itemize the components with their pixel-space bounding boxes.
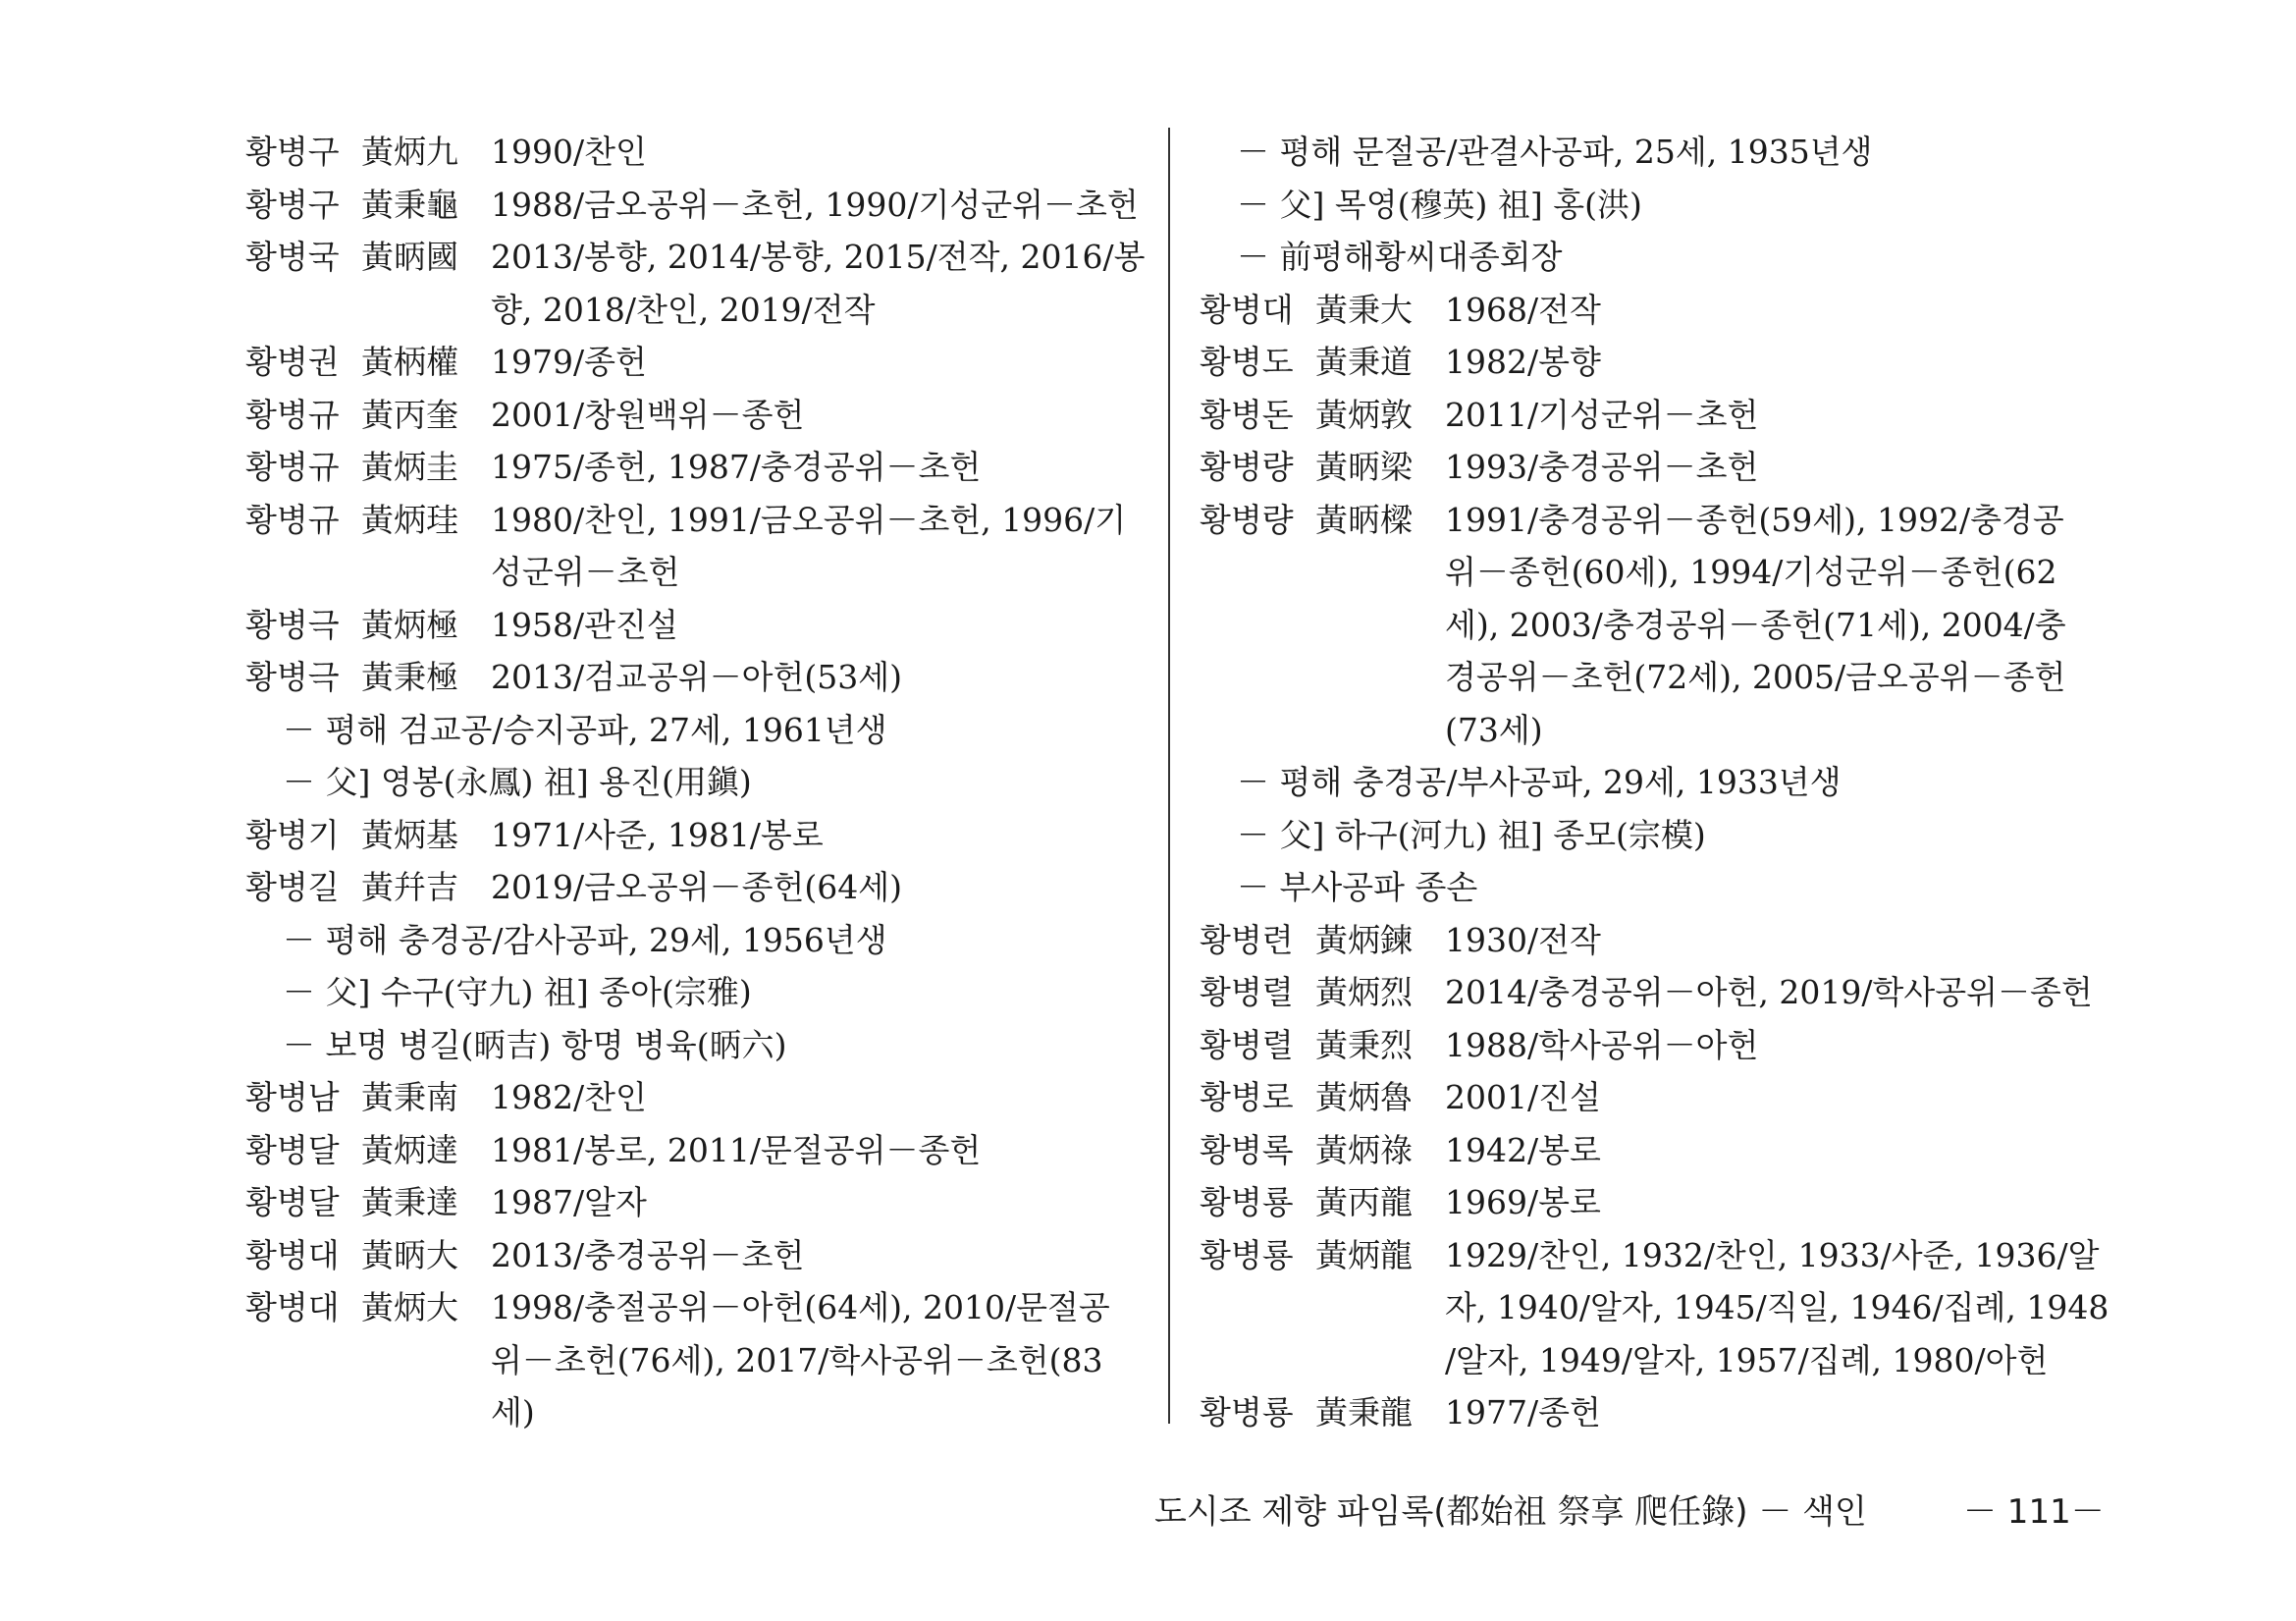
entry-hanja: 黃秉極 xyxy=(361,658,458,696)
entry-continuation xyxy=(1200,1281,2109,1334)
entry-hanja: 黃昞大 xyxy=(361,1235,458,1274)
entry-hanja: 黃秉烈 xyxy=(1315,1025,1413,1064)
entry-hanja: 黃炳鍊 xyxy=(1315,920,1413,959)
index-entry xyxy=(245,1281,1148,1334)
entry-records: 1990/찬인 xyxy=(491,133,647,171)
entry-hanja: 黃秉道 xyxy=(1315,343,1413,381)
entry-hanja: 黃昞梁 xyxy=(1315,448,1413,486)
entry-name: 황병돈 xyxy=(1200,395,1294,434)
continuation-text: 경공위－초헌(72세), 2005/금오공위－종헌 xyxy=(1445,658,2066,696)
entry-hanja: 黃炳達 xyxy=(361,1130,458,1169)
note-text: － 평해 충경공/부사공파, 29세, 1933년생 xyxy=(1237,763,1842,801)
entry-name: 황병량 xyxy=(1200,500,1294,539)
entry-hanja: 黃炳基 xyxy=(361,815,458,854)
entry-records: 1977/종헌 xyxy=(1445,1393,1601,1432)
index-entry xyxy=(245,809,1148,862)
entry-records: 1993/충경공위－초헌 xyxy=(1445,448,1759,486)
entry-note xyxy=(245,1019,1148,1072)
entry-note xyxy=(245,914,1148,967)
entry-continuation xyxy=(1200,599,2103,652)
continuation-text: (73세) xyxy=(1445,710,1543,749)
entry-records: 1969/봉로 xyxy=(1445,1183,1601,1221)
entry-records: 1971/사준, 1981/봉로 xyxy=(491,815,824,854)
entry-note xyxy=(1200,809,2103,862)
entry-name: 황병규 xyxy=(245,500,340,539)
entry-name: 황병달 xyxy=(245,1183,340,1221)
entry-records: 1991/충경공위－종헌(59세), 1992/충경공 xyxy=(1445,500,2064,539)
entry-records: 1981/봉로, 2011/문절공위－종헌 xyxy=(491,1130,982,1169)
index-entry xyxy=(1200,1071,2103,1124)
entry-name: 황병남 xyxy=(245,1078,340,1116)
entry-continuation xyxy=(245,284,1148,337)
continuation-text: 위－종헌(60세), 1994/기성군위－종헌(62 xyxy=(1445,553,2057,591)
entry-note xyxy=(1200,756,2103,809)
entry-records: 1942/봉로 xyxy=(1445,1130,1601,1169)
note-text: － 평해 충경공/감사공파, 29세, 1956년생 xyxy=(283,920,887,959)
index-entry xyxy=(1200,336,2103,389)
entry-name: 황병구 xyxy=(245,185,340,224)
note-text: － 父] 하구(河九) 祖] 종모(宗模) xyxy=(1237,815,1706,854)
entry-name: 황병달 xyxy=(245,1130,340,1169)
index-entry xyxy=(1200,1124,2103,1177)
index-entry xyxy=(245,1176,1148,1229)
entry-name: 황병대 xyxy=(245,1288,340,1326)
entry-hanja: 黃炳龍 xyxy=(1315,1235,1413,1274)
entry-hanja: 黃炳祿 xyxy=(1315,1130,1413,1169)
index-entry xyxy=(245,861,1148,914)
entry-note xyxy=(1200,126,2103,179)
entry-note xyxy=(1200,179,2103,232)
entry-continuation xyxy=(1200,1334,2103,1387)
index-entry xyxy=(1200,1386,2103,1439)
entry-records: 2013/충경공위－초헌 xyxy=(491,1235,805,1274)
entry-continuation xyxy=(1200,546,2103,599)
entry-name: 황병로 xyxy=(1200,1078,1294,1116)
note-text: － 父] 영봉(永鳳) 祖] 용진(用鎭) xyxy=(283,763,752,801)
entry-continuation xyxy=(245,546,1148,599)
entry-name: 황병국 xyxy=(245,238,340,276)
entry-name: 황병규 xyxy=(245,448,340,486)
entry-records: 1929/찬인, 1932/찬인, 1933/사준, 1936/알 xyxy=(1445,1235,2100,1274)
continuation-text: 향, 2018/찬인, 2019/전작 xyxy=(491,290,876,329)
entry-hanja: 黃秉龜 xyxy=(361,185,458,224)
entry-note xyxy=(245,704,1148,757)
left-column xyxy=(245,126,1148,1439)
entry-records: 1982/찬인 xyxy=(491,1078,647,1116)
index-entry xyxy=(1200,914,2103,967)
index-entry xyxy=(1200,1019,2103,1072)
entry-records: 2019/금오공위－종헌(64세) xyxy=(491,868,902,906)
entry-records: 1968/전작 xyxy=(1445,290,1601,329)
entry-name: 황병대 xyxy=(1200,290,1294,329)
entry-hanja: 黃炳魯 xyxy=(1315,1078,1413,1116)
entry-note xyxy=(245,966,1148,1019)
entry-records: 1980/찬인, 1991/금오공위－초헌, 1996/기 xyxy=(491,500,1127,539)
entry-note xyxy=(1200,861,2103,914)
entry-hanja: 黃炳極 xyxy=(361,605,458,644)
note-text: － 부사공파 종손 xyxy=(1237,868,1478,906)
continuation-text: 세), 2003/충경공위－종헌(71세), 2004/충 xyxy=(1445,605,2066,644)
entry-hanja: 黃炳大 xyxy=(361,1288,458,1326)
index-entry xyxy=(1200,966,2103,1019)
entry-records: 1987/알자 xyxy=(491,1183,647,1221)
entry-records: 2013/검교공위－아헌(53세) xyxy=(491,658,902,696)
entry-records: 1982/봉향 xyxy=(1445,343,1601,381)
entry-records: 1979/종헌 xyxy=(491,343,647,381)
page-number: － 111－ xyxy=(1963,1492,2105,1532)
entry-hanja: 黃炳烈 xyxy=(1315,973,1413,1011)
entry-name: 황병구 xyxy=(245,133,340,171)
continuation-text: /알자, 1949/알자, 1957/집례, 1980/아헌 xyxy=(1445,1340,2049,1379)
entry-records: 1998/충절공위－아헌(64세), 2010/문절공 xyxy=(491,1288,1110,1326)
entry-name: 황병도 xyxy=(1200,343,1294,381)
entry-hanja: 黃丙龍 xyxy=(1315,1183,1413,1221)
entry-name: 황병대 xyxy=(245,1235,340,1274)
entry-name: 황병룡 xyxy=(1200,1183,1294,1221)
note-text: － 평해 문절공/관결사공파, 25세, 1935년생 xyxy=(1237,133,1873,171)
footer-title: 도시조 제향 파임록(都始祖 祭享 爬任錄) － 색인 xyxy=(1154,1492,1867,1532)
entry-hanja: 黃柄權 xyxy=(361,343,458,381)
index-entry xyxy=(1200,441,2103,494)
entry-name: 황병렬 xyxy=(1200,973,1294,1011)
entry-continuation xyxy=(245,1334,1148,1387)
entry-hanja: 黃炳珪 xyxy=(361,500,458,539)
index-entry xyxy=(245,651,1148,704)
entry-note xyxy=(245,756,1148,809)
entry-name: 황병록 xyxy=(1200,1130,1294,1169)
entry-name: 황병룡 xyxy=(1200,1235,1294,1274)
index-entry xyxy=(245,494,1148,547)
index-entry xyxy=(245,1229,1148,1282)
continuation-text: 성군위－초헌 xyxy=(491,553,680,591)
entry-hanja: 黃昞樑 xyxy=(1315,500,1413,539)
entry-records: 2001/창원백위－종헌 xyxy=(491,395,805,434)
index-entry xyxy=(245,1071,1148,1124)
note-text: － 보명 병길(昞吉) 항명 병육(昞六) xyxy=(283,1025,787,1064)
entry-name: 황병규 xyxy=(245,395,340,434)
note-text: － 父] 목영(穆英) 祖] 홍(洪) xyxy=(1237,185,1642,224)
entry-note xyxy=(1200,231,2103,284)
column-divider xyxy=(1168,128,1170,1424)
index-entry xyxy=(245,179,1148,232)
entry-records: 1988/학사공위－아헌 xyxy=(1445,1025,1759,1064)
index-entry xyxy=(245,126,1148,179)
entry-records: 1988/금오공위－초헌, 1990/기성군위－초헌 xyxy=(491,185,1139,224)
entry-records: 1975/종헌, 1987/충경공위－초헌 xyxy=(491,448,982,486)
entry-hanja: 黃幷吉 xyxy=(361,868,458,906)
continuation-text: 위－초헌(76세), 2017/학사공위－초헌(83 xyxy=(491,1340,1103,1379)
entry-name: 황병극 xyxy=(245,658,340,696)
entry-continuation xyxy=(1200,704,2103,757)
index-entry xyxy=(245,441,1148,494)
index-entry xyxy=(1200,389,2103,442)
continuation-text: 자, 1940/알자, 1945/직일, 1946/집례, 1948 xyxy=(1445,1288,2109,1326)
entry-hanja: 黃秉達 xyxy=(361,1183,458,1221)
index-entry xyxy=(245,231,1148,284)
entry-records: 2001/진설 xyxy=(1445,1078,1601,1116)
entry-records: 1930/전작 xyxy=(1445,920,1601,959)
entry-name: 황병극 xyxy=(245,605,340,644)
entry-hanja: 黃秉南 xyxy=(361,1078,458,1116)
right-column xyxy=(1200,126,2109,1439)
index-entry xyxy=(245,1124,1148,1177)
entry-records: 2014/충경공위－아헌, 2019/학사공위－종헌 xyxy=(1445,973,2093,1011)
index-entry xyxy=(1200,1229,2103,1282)
entry-hanja: 黃炳圭 xyxy=(361,448,458,486)
entry-name: 황병기 xyxy=(245,815,340,854)
entry-hanja: 黃秉龍 xyxy=(1315,1393,1413,1432)
entry-continuation xyxy=(245,1386,1148,1439)
entry-name: 황병룡 xyxy=(1200,1393,1294,1432)
note-text: － 평해 검교공/승지공파, 27세, 1961년생 xyxy=(283,710,887,749)
entry-name: 황병길 xyxy=(245,868,340,906)
entry-hanja: 黃丙奎 xyxy=(361,395,458,434)
note-text: － 前평해황씨대종회장 xyxy=(1237,238,1563,276)
entry-records: 2013/봉향, 2014/봉향, 2015/전작, 2016/봉 xyxy=(491,238,1146,276)
index-entry xyxy=(1200,284,2103,337)
index-entry xyxy=(1200,1176,2103,1229)
entry-hanja: 黃秉大 xyxy=(1315,290,1413,329)
entry-records: 2011/기성군위－초헌 xyxy=(1445,395,1759,434)
entry-hanja: 黃炳敦 xyxy=(1315,395,1413,434)
entry-continuation xyxy=(1200,651,2103,704)
entry-name: 황병련 xyxy=(1200,920,1294,959)
entry-records: 1958/관진설 xyxy=(491,605,678,644)
index-entry xyxy=(245,389,1148,442)
note-text: － 父] 수구(守九) 祖] 종아(宗雅) xyxy=(283,973,752,1011)
entry-name: 황병권 xyxy=(245,343,340,381)
index-entry xyxy=(1200,494,2103,547)
entry-name: 황병량 xyxy=(1200,448,1294,486)
index-entry xyxy=(245,336,1148,389)
entry-name: 황병렬 xyxy=(1200,1025,1294,1064)
entry-hanja: 黃炳九 xyxy=(361,133,458,171)
continuation-text: 세) xyxy=(491,1393,535,1432)
index-entry xyxy=(245,599,1148,652)
entry-hanja: 黃昞國 xyxy=(361,238,458,276)
